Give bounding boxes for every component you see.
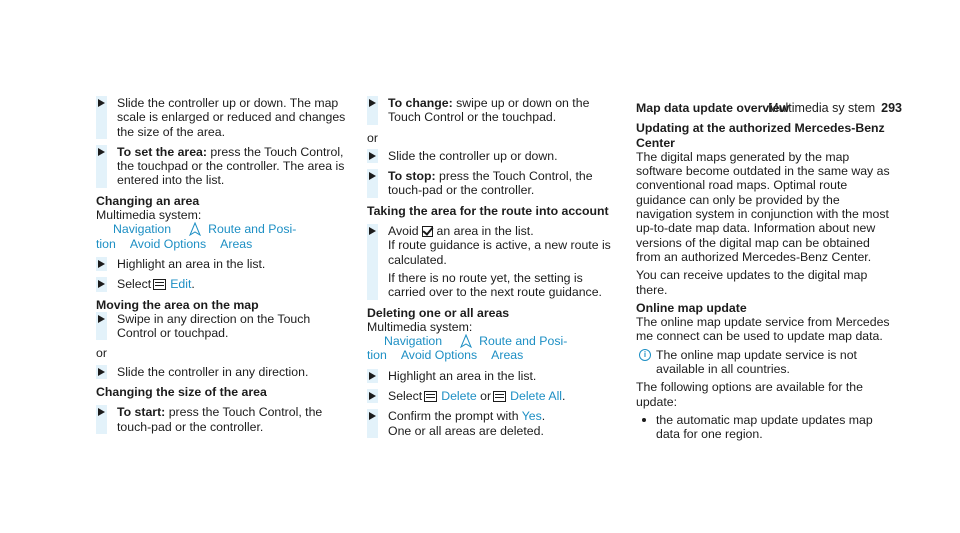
paragraph: You can receive updates to the digital map there. — [636, 268, 868, 297]
step: Select Edit. — [96, 277, 346, 291]
checkbox-icon — [422, 226, 433, 237]
arrow-step-icon — [96, 257, 107, 271]
column-3 — [636, 96, 896, 442]
menu-path — [367, 348, 617, 362]
menu-link[interactable]: Route and Posi- — [479, 334, 568, 349]
step: To change: swipe up or down on the Touch Control or the touchpad. — [367, 96, 617, 125]
step: Confirm the prompt with Yes. One or all areas are deleted. — [367, 409, 617, 438]
delete-all-link[interactable]: Delete All — [510, 389, 563, 404]
menu-icon — [153, 279, 166, 290]
arrow-step-icon — [367, 96, 378, 125]
menu-link[interactable]: Areas — [491, 348, 524, 363]
page-number: 293 — [881, 101, 902, 115]
arrow-step-icon — [96, 277, 107, 291]
list-item: the automatic map update updates map data for one region. — [636, 413, 896, 442]
menu-link[interactable]: Navigation — [384, 334, 443, 349]
arrow-step-icon — [96, 145, 107, 188]
menu-icon — [493, 391, 506, 402]
arrow-step-icon — [367, 224, 378, 299]
yes-link[interactable]: Yes — [521, 409, 542, 424]
step: To start: press the Touch Control, the touch-pad or the controller. — [96, 405, 346, 434]
navigation-icon — [460, 334, 472, 348]
step: Select Delete or Delete All. — [367, 389, 617, 403]
menu-link[interactable]: tion — [367, 348, 387, 363]
step: Avoid an area in the list. If route guidance is active, a new route is calculated. If there is no route yet, the setting is carried over to the next route guidance. — [367, 224, 617, 299]
menu-link[interactable]: Avoid Options — [400, 348, 478, 363]
menu-path-label: Multimedia system: — [96, 208, 202, 223]
step: To set the area: press the Touch Control, the touchpad or the controller. The area is entered into the list. — [96, 145, 346, 188]
heading: Changing the size of the area — [96, 385, 267, 400]
menu-link[interactable]: tion — [96, 236, 116, 251]
paragraph: The digital maps generated by the map software become outdated in the same way as conventional road maps. Optimal route guidance can only be provided by the navigation system in conjunction with the most up-to-date map data. Information about new versions of the digital map can be obtained from an authorized Mercedes-Benz Center. — [636, 149, 890, 264]
delete-link[interactable]: Delete — [441, 389, 477, 404]
heading: Changing an area — [96, 193, 200, 208]
arrow-step-icon — [96, 96, 107, 139]
menu-path — [96, 237, 346, 251]
menu-link[interactable]: Route and Posi- — [208, 222, 297, 237]
section-title: Multimedia sy stem — [768, 101, 876, 115]
arrow-step-icon — [96, 405, 107, 434]
column-2 — [367, 96, 617, 444]
menu-path-label: Multimedia system: — [367, 319, 473, 334]
menu-path — [96, 222, 346, 236]
step: To stop: press the Touch Control, the touch-pad or the controller. — [367, 169, 617, 198]
arrow-step-icon — [367, 409, 378, 438]
step: Slide the controller in any direction. — [96, 365, 346, 379]
menu-path — [367, 334, 617, 348]
step: Slide the controller up or down. — [367, 149, 617, 163]
menu-link[interactable]: Avoid Options — [129, 236, 207, 251]
info-note: i The online map update service is not available in all countries. — [636, 348, 896, 377]
or-text: or — [367, 130, 378, 145]
arrow-step-icon — [367, 389, 378, 403]
step: Highlight an area in the list. — [367, 369, 617, 383]
paragraph: The following options are available for the update: — [636, 380, 863, 409]
heading: Taking the area for the route into account — [367, 203, 609, 218]
info-icon: i — [639, 349, 651, 361]
column-1 — [96, 96, 346, 440]
heading: Online map update — [636, 300, 747, 315]
edit-link[interactable]: Edit — [170, 277, 192, 292]
menu-link[interactable]: Navigation — [113, 222, 172, 237]
arrow-step-icon — [367, 149, 378, 163]
step: Swipe in any direction on the Touch Control or touchpad. — [96, 312, 346, 341]
step: Slide the controller up or down. The map scale is enlarged or reduced and changes the size of the area. — [96, 96, 346, 139]
menu-link[interactable]: Areas — [220, 236, 253, 251]
heading: Deleting one or all areas — [367, 305, 510, 320]
heading: Updating at the authorized Mercedes-Benz Center — [636, 121, 885, 150]
step: Highlight an area in the list. — [96, 257, 346, 271]
or-text: or — [96, 346, 107, 361]
navigation-icon — [189, 222, 201, 236]
heading: Moving the area on the map — [96, 297, 259, 312]
arrow-step-icon — [367, 369, 378, 383]
menu-icon — [424, 391, 437, 402]
arrow-step-icon — [367, 169, 378, 198]
paragraph: The online map update service from Mercedes me connect can be used to update map data. — [636, 315, 890, 344]
arrow-step-icon — [96, 365, 107, 379]
heading: Map data update overview — [636, 101, 790, 115]
bullet-icon — [642, 418, 646, 422]
arrow-step-icon — [96, 312, 107, 341]
